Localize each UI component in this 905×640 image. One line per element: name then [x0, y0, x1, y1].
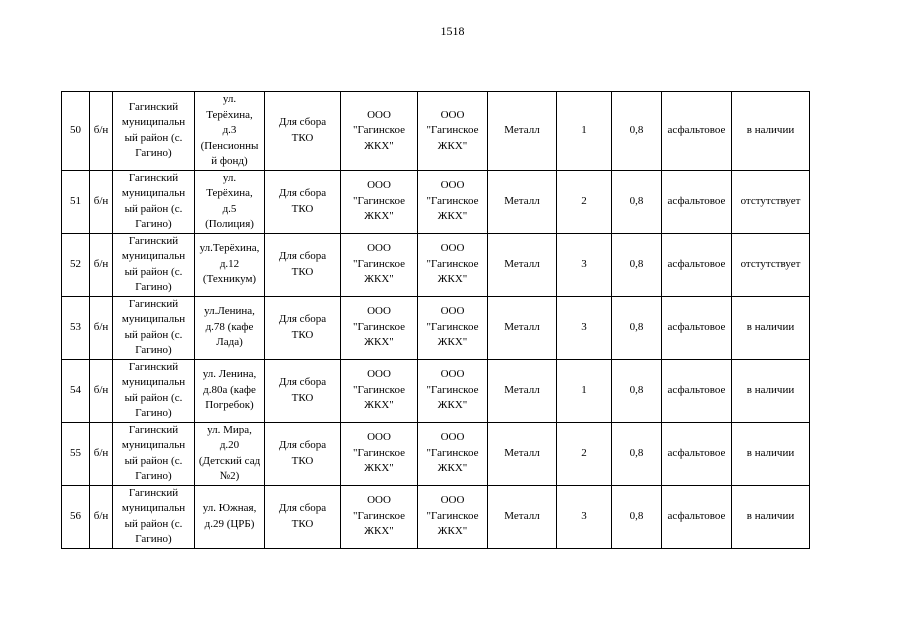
cell-owner: ООО "Гагинское ЖКХ" — [341, 422, 418, 485]
cell-district: Гагинский муниципальн ый район (с. Гагино) — [113, 359, 195, 422]
cell-num: 54 — [62, 359, 90, 422]
cell-operator: ООО "Гагинское ЖКХ" — [418, 92, 488, 171]
cell-material: Металл — [488, 296, 557, 359]
cell-surface: асфальтовое — [662, 485, 732, 548]
cell-purpose: Для сбора ТКО — [265, 92, 341, 171]
cell-purpose: Для сбора ТКО — [265, 359, 341, 422]
cell-district: Гагинский муниципальн ый район (с. Гагино) — [113, 92, 195, 171]
cell-fence: в наличии — [732, 92, 810, 171]
cell-owner: ООО "Гагинское ЖКХ" — [341, 485, 418, 548]
cell-address: ул. Мира, д.20 (Детский сад №2) — [195, 422, 265, 485]
cell-operator: ООО "Гагинское ЖКХ" — [418, 296, 488, 359]
cell-volume: 0,8 — [612, 359, 662, 422]
cell-bn: б/н — [90, 92, 113, 171]
cell-fence: в наличии — [732, 359, 810, 422]
cell-surface: асфальтовое — [662, 170, 732, 233]
cell-address: ул. Южная, д.29 (ЦРБ) — [195, 485, 265, 548]
cell-num: 53 — [62, 296, 90, 359]
cell-volume: 0,8 — [612, 233, 662, 296]
cell-volume: 0,8 — [612, 422, 662, 485]
cell-surface: асфальтовое — [662, 233, 732, 296]
cell-district: Гагинский муниципальн ый район (с. Гагино) — [113, 233, 195, 296]
table-row — [62, 296, 810, 359]
cell-surface: асфальтовое — [662, 296, 732, 359]
table-row — [62, 359, 810, 422]
cell-operator: ООО "Гагинское ЖКХ" — [418, 233, 488, 296]
cell-material: Металл — [488, 359, 557, 422]
table-row — [62, 422, 810, 485]
cell-district: Гагинский муниципальн ый район (с. Гагино) — [113, 170, 195, 233]
cell-volume: 0,8 — [612, 170, 662, 233]
cell-material: Металл — [488, 422, 557, 485]
cell-operator: ООО "Гагинское ЖКХ" — [418, 170, 488, 233]
cell-fence: в наличии — [732, 422, 810, 485]
cell-owner: ООО "Гагинское ЖКХ" — [341, 170, 418, 233]
registry-table — [61, 91, 810, 549]
table-row — [62, 170, 810, 233]
cell-district: Гагинский муниципальн ый район (с. Гагино) — [113, 485, 195, 548]
cell-purpose: Для сбора ТКО — [265, 485, 341, 548]
cell-fence: в наличии — [732, 485, 810, 548]
cell-purpose: Для сбора ТКО — [265, 296, 341, 359]
cell-district: Гагинский муниципальн ый район (с. Гагино) — [113, 296, 195, 359]
cell-operator: ООО "Гагинское ЖКХ" — [418, 422, 488, 485]
cell-bn: б/н — [90, 170, 113, 233]
cell-material: Металл — [488, 233, 557, 296]
cell-bn: б/н — [90, 422, 113, 485]
table-row — [62, 485, 810, 548]
cell-num: 56 — [62, 485, 90, 548]
cell-fence: отстутствует — [732, 233, 810, 296]
cell-count: 3 — [557, 296, 612, 359]
cell-count: 2 — [557, 170, 612, 233]
cell-material: Металл — [488, 92, 557, 171]
cell-count: 2 — [557, 422, 612, 485]
cell-bn: б/н — [90, 296, 113, 359]
cell-material: Металл — [488, 170, 557, 233]
cell-operator: ООО "Гагинское ЖКХ" — [418, 359, 488, 422]
cell-material: Металл — [488, 485, 557, 548]
cell-address: ул.Терёхина, д.12 (Техникум) — [195, 233, 265, 296]
cell-operator: ООО "Гагинское ЖКХ" — [418, 485, 488, 548]
cell-volume: 0,8 — [612, 92, 662, 171]
cell-district: Гагинский муниципальн ый район (с. Гагино) — [113, 422, 195, 485]
cell-num: 51 — [62, 170, 90, 233]
cell-owner: ООО "Гагинское ЖКХ" — [341, 233, 418, 296]
cell-volume: 0,8 — [612, 296, 662, 359]
cell-address: ул. Терёхина, д.5 (Полиция) — [195, 170, 265, 233]
page-number: 1518 — [440, 24, 465, 38]
table-row — [62, 233, 810, 296]
cell-address: ул.Ленина, д.78 (кафе Лада) — [195, 296, 265, 359]
cell-num: 50 — [62, 92, 90, 171]
cell-num: 52 — [62, 233, 90, 296]
cell-bn: б/н — [90, 485, 113, 548]
cell-fence: отстутствует — [732, 170, 810, 233]
cell-fence: в наличии — [732, 296, 810, 359]
cell-count: 3 — [557, 233, 612, 296]
cell-owner: ООО "Гагинское ЖКХ" — [341, 296, 418, 359]
cell-volume: 0,8 — [612, 485, 662, 548]
table-row — [62, 92, 810, 171]
cell-purpose: Для сбора ТКО — [265, 170, 341, 233]
cell-surface: асфальтовое — [662, 422, 732, 485]
cell-bn: б/н — [90, 359, 113, 422]
cell-purpose: Для сбора ТКО — [265, 422, 341, 485]
cell-purpose: Для сбора ТКО — [265, 233, 341, 296]
cell-address: ул. Терёхина, д.3 (Пенсионны й фонд) — [195, 92, 265, 171]
cell-count: 1 — [557, 92, 612, 171]
cell-num: 55 — [62, 422, 90, 485]
cell-surface: асфальтовое — [662, 92, 732, 171]
cell-address: ул. Ленина, д.80а (кафе Погребок) — [195, 359, 265, 422]
cell-count: 3 — [557, 485, 612, 548]
cell-owner: ООО "Гагинское ЖКХ" — [341, 359, 418, 422]
cell-surface: асфальтовое — [662, 359, 732, 422]
cell-bn: б/н — [90, 233, 113, 296]
cell-count: 1 — [557, 359, 612, 422]
cell-owner: ООО "Гагинское ЖКХ" — [341, 92, 418, 171]
